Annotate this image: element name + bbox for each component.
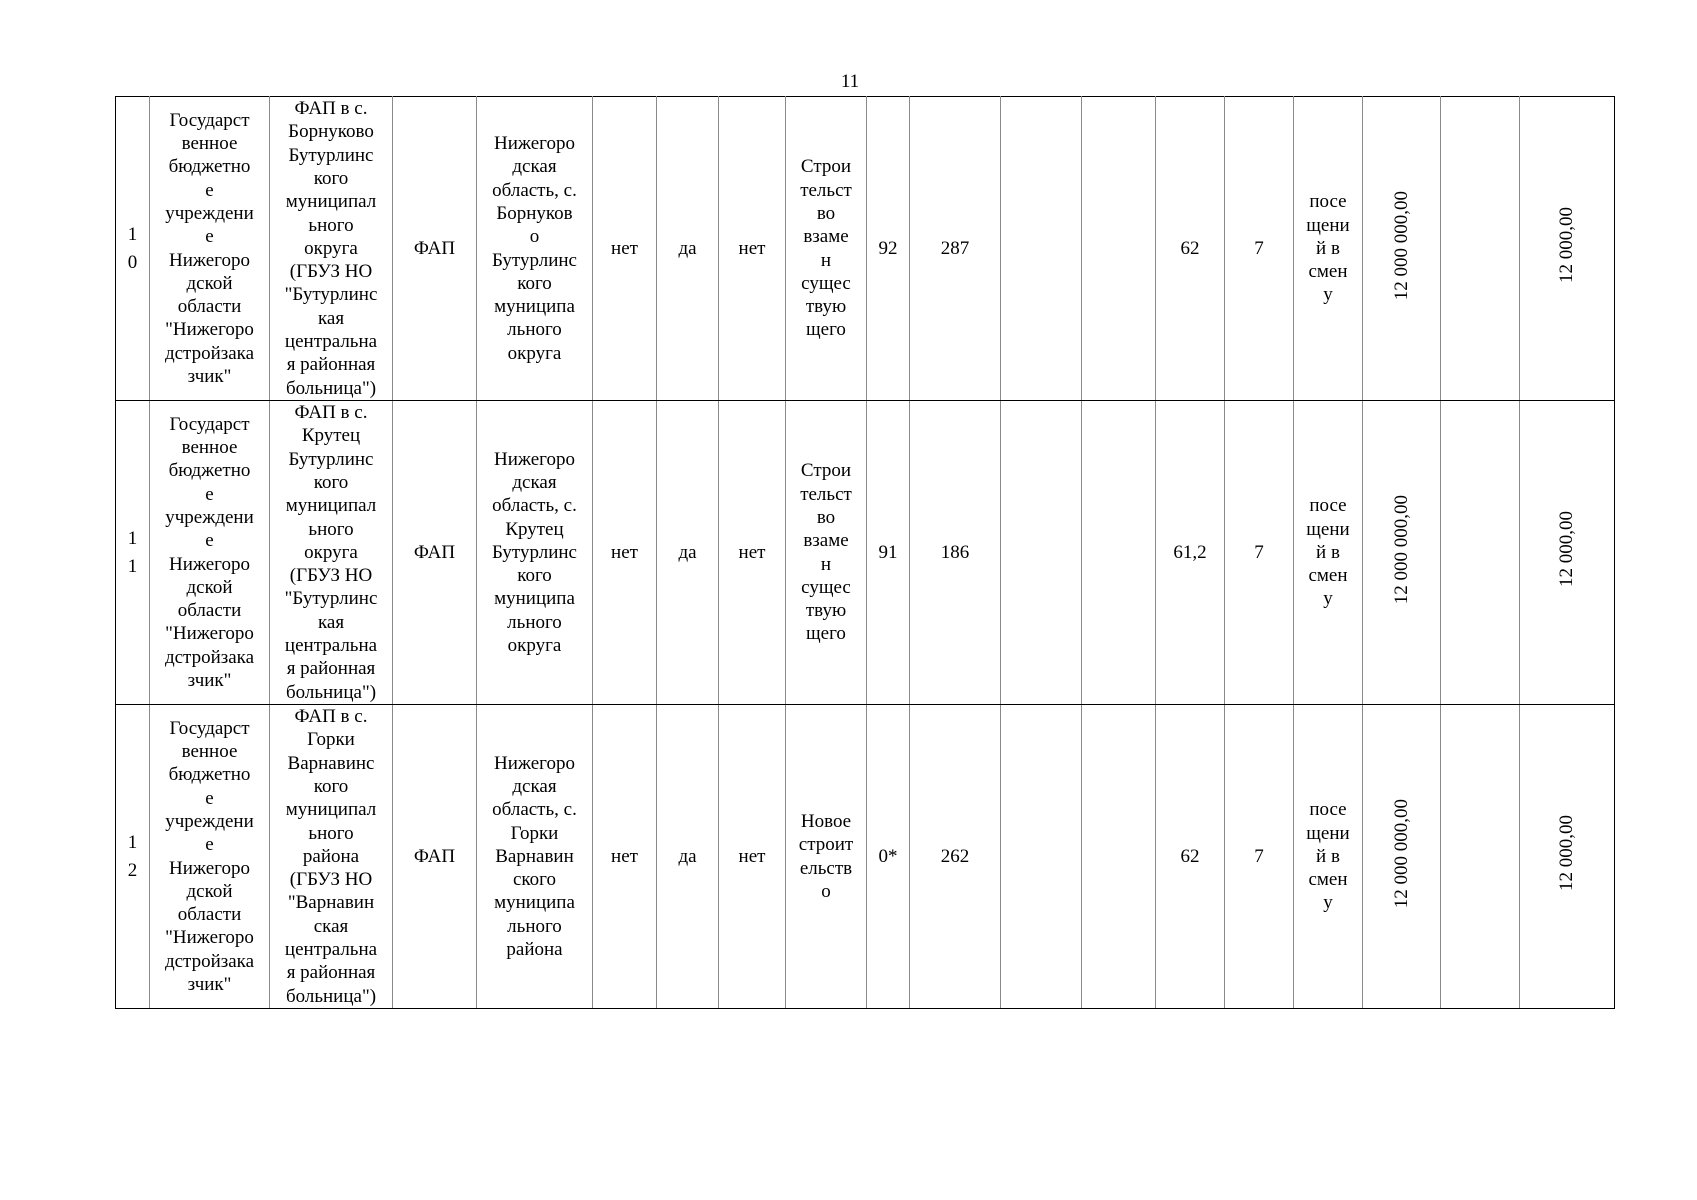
value-cell-2: 287: [910, 97, 1001, 401]
amount-text: 12 000 000,00: [1390, 798, 1412, 908]
object-cell: ФАП в с. Крутец Бутурлинс кого муниципал ьного округа (ГБУЗ НО "Бутурлинс кая центральна я районная больница"): [270, 401, 393, 705]
value-cell-5: 62: [1156, 705, 1225, 1009]
table-row: [116, 705, 1615, 1009]
amount-thousands-cell: [1520, 705, 1615, 1009]
value-cell-4: [1082, 97, 1156, 401]
value-cell-7: [1441, 705, 1520, 1009]
amount-thousands-text: 12 000,00: [1556, 207, 1577, 284]
flag-cell-2: да: [657, 97, 719, 401]
type-cell: ФАП: [393, 705, 477, 1009]
work-type-cell: Строи тельст во взаме н сущес твую щего: [786, 97, 867, 401]
value-cell-6: 7: [1225, 97, 1294, 401]
type-cell: ФАП: [393, 97, 477, 401]
table-row: [116, 97, 1615, 401]
institution-cell: Государст венное бюджетно е учреждени е Нижегоро дской области "Нижегоро дстройзака зчик": [150, 97, 270, 401]
value-cell-3: [1001, 401, 1082, 705]
amount-thousands-text: 12 000,00: [1556, 815, 1577, 892]
value-cell-5: 62: [1156, 97, 1225, 401]
amount-cell: [1363, 401, 1441, 705]
value-cell-7: [1441, 401, 1520, 705]
institution-cell: Государст венное бюджетно е учреждени е Нижегоро дской области "Нижегоро дстройзака зчик": [150, 705, 270, 1009]
amount-thousands-cell: [1520, 97, 1615, 401]
unit-cell: посе щени й в смен у: [1294, 97, 1363, 401]
address-cell: Нижегоро дская область, с. Горки Варнавин ского муниципа льного района: [477, 705, 593, 1009]
address-cell: Нижегоро дская область, с. Крутец Бутурлинс кого муниципа льного округа: [477, 401, 593, 705]
value-cell-7: [1441, 97, 1520, 401]
table-row: [116, 401, 1615, 705]
flag-cell-1: нет: [593, 401, 657, 705]
flag-cell-2: да: [657, 705, 719, 1009]
amount-text: 12 000 000,00: [1390, 494, 1412, 604]
row-number: 11: [116, 401, 150, 705]
object-cell: ФАП в с. Горки Варнавинс кого муниципал ьного района (ГБУЗ НО "Варнавин ская центральна я районная больница"): [270, 705, 393, 1009]
value-cell-4: [1082, 705, 1156, 1009]
flag-cell-3: нет: [719, 97, 786, 401]
value-cell-1: 0*: [867, 705, 910, 1009]
flag-cell-2: да: [657, 401, 719, 705]
amount-cell: [1363, 97, 1441, 401]
value-cell-3: [1001, 705, 1082, 1009]
flag-cell-3: нет: [719, 705, 786, 1009]
amount-cell: [1363, 705, 1441, 1009]
value-cell-3: [1001, 97, 1082, 401]
object-cell: ФАП в с. Борнуково Бутурлинс кого муниципал ьного округа (ГБУЗ НО "Бутурлинс кая центральна я районная больница"): [270, 97, 393, 401]
unit-cell: посе щени й в смен у: [1294, 705, 1363, 1009]
type-cell: ФАП: [393, 401, 477, 705]
value-cell-1: 91: [867, 401, 910, 705]
value-cell-6: 7: [1225, 705, 1294, 1009]
value-cell-6: 7: [1225, 401, 1294, 705]
work-type-cell: Новое строит ельств о: [786, 705, 867, 1009]
flag-cell-1: нет: [593, 97, 657, 401]
amount-thousands-text: 12 000,00: [1556, 511, 1577, 588]
row-number: 12: [116, 705, 150, 1009]
flag-cell-1: нет: [593, 705, 657, 1009]
address-cell: Нижегоро дская область, с. Борнуков о Бутурлинс кого муниципа льного округа: [477, 97, 593, 401]
institution-cell: Государст венное бюджетно е учреждени е Нижегоро дской области "Нижегоро дстройзака зчик": [150, 401, 270, 705]
value-cell-1: 92: [867, 97, 910, 401]
facilities-table: [115, 96, 1615, 1009]
value-cell-5: 61,2: [1156, 401, 1225, 705]
flag-cell-3: нет: [719, 401, 786, 705]
value-cell-4: [1082, 401, 1156, 705]
work-type-cell: Строи тельст во взаме н сущес твую щего: [786, 401, 867, 705]
value-cell-2: 262: [910, 705, 1001, 1009]
unit-cell: посе щени й в смен у: [1294, 401, 1363, 705]
row-number: 10: [116, 97, 150, 401]
amount-text: 12 000 000,00: [1390, 190, 1412, 300]
value-cell-2: 186: [910, 401, 1001, 705]
amount-thousands-cell: [1520, 401, 1615, 705]
